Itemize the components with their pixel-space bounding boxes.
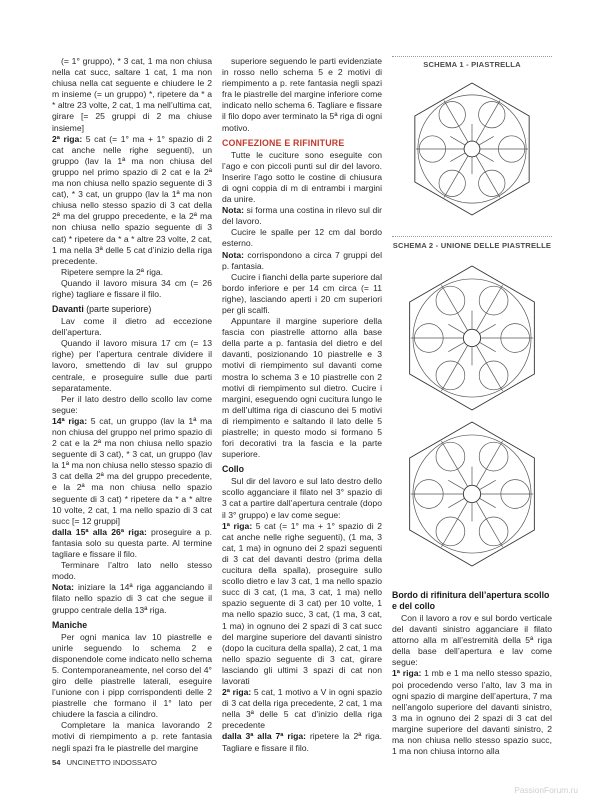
stitch-mark	[448, 324, 464, 333]
paragraph-text: Lav come il dietro ad eccezione dell’apertura.	[52, 316, 212, 338]
stitch-mark	[485, 100, 501, 127]
stitch-mark	[485, 171, 501, 198]
paragraph	[52, 416, 212, 527]
paragraph	[52, 56, 212, 134]
paragraph-lead: 1ª riga:	[222, 520, 253, 531]
divider	[392, 236, 552, 237]
text-column-1	[52, 56, 212, 754]
tile-center-ring	[464, 141, 480, 157]
paragraph-lead: 14ª riga:	[52, 415, 88, 426]
paragraph-text: 1 mb e 1 ma nello stesso spazio, poi procedendo verso l’alto, lav 3 ma in ogni spazio di margine dell’apertura, 7 ma nell’angolo superiore del davanti sinistro, 3 ma in ognuno dei 2 spazi di 3 cat del margine superiore del davanti sinistro, 2 ma non chiusa nello stesso spazio succ, 1 ma non chiusa intorno alla	[392, 668, 552, 757]
paragraph	[52, 134, 212, 267]
paragraph-text: proseguire a p. fantasia solo su questa parte. Al termine tagliare e fissare il filo.	[52, 526, 213, 560]
heading-text: Maniche	[52, 619, 88, 630]
paragraph	[52, 278, 212, 300]
stitch-mark	[448, 480, 464, 489]
paragraph	[222, 476, 382, 520]
paragraph	[52, 338, 212, 393]
paragraph-text: Cucire le spalle per 12 cm dal bordo esterno.	[222, 227, 382, 249]
paragraph-text: si forma una costina in rilevo sul dir del lavoro.	[222, 205, 382, 227]
stitch-mark	[441, 441, 458, 470]
paragraph	[222, 150, 382, 205]
tile-center-ring	[463, 485, 480, 502]
paragraph-text: Con il lavoro a rov e sul bordo verticale del davanti sinistro agganciare il filato attorno alla m all’estremità della 5ª riga della base dell’apertura e lav come segue:	[392, 613, 552, 668]
paragraph-text: Cucire i fianchi della parte superiore dal bordo inferiore e per 14 cm circa (= 11 righe), lasciando aperti i 20 cm superiori per gli scalfi.	[222, 271, 382, 315]
watermark: PassionForum.ru	[514, 785, 578, 795]
stitch-mark	[476, 470, 485, 486]
page-footer	[52, 758, 157, 767]
paragraph-text: 5 cat (= 1° ma + 1° spazio di 2 cat anche nelle righe seguenti), un gruppo (lav la 1ª ma non chiusa del gruppo nel primo spazio di 2 cat e la 2ª ma non chiusa nello spazio seguente di 3 cat), * 3 cat, un gruppo (lav la 1ª ma non chiusa nello stesso spazio di 3 cat della 2ª ma del gruppo precedente, e la 2ª ma non chiusa nello spazio seguente di 3 cat) * ripetere da * a * altre 23 volte, 2 cat, 1 ma nella 3ª delle 5 cat d’inizio della riga precedente.	[52, 133, 212, 266]
stitch-mark	[441, 518, 458, 547]
paragraph-text: Ripetere sempre la 2ª riga.	[61, 266, 164, 277]
stitch-mark	[479, 136, 494, 145]
paragraph	[222, 316, 382, 460]
stitch-mark	[458, 501, 467, 517]
paragraph-text: Completare la manica lavorando 2 motivi di riempimento a p. rete fantasia negli spazi fra le piastrelle del margine	[52, 720, 212, 753]
schema-2-join-diagram	[392, 256, 552, 578]
section-heading	[52, 304, 212, 315]
paragraph-text: corrispondono a circa 7 gruppi del p. fantasia.	[222, 249, 382, 271]
paragraph-text: Per il lato destro dello scollo lav come segue:	[52, 393, 212, 415]
heading-text: CONFEZIONE E RIFINITURE	[222, 137, 345, 148]
paragraph-lead: dalla 3ª alla 7ª riga:	[222, 731, 306, 742]
paragraph	[222, 250, 382, 272]
stitch-mark	[441, 362, 458, 391]
stitch-mark	[479, 480, 495, 489]
stitch-mark	[458, 470, 467, 486]
stitch-mark	[458, 345, 467, 361]
paragraph-text: Terminare l’altro lato nello stesso modo.	[52, 560, 212, 582]
stitch-mark	[448, 342, 464, 351]
paragraph-lead: Nota:	[52, 582, 74, 593]
stitch-mark	[444, 100, 460, 127]
paragraph-text: 5 cat, 1 motivo a V in ogni spazio di 3 cat della riga precedente, 2 cat, 1 ma nella 3ª delle 5 cat d’inizio della riga precedente	[222, 687, 382, 731]
section-heading	[52, 620, 212, 631]
stitch-mark	[486, 362, 503, 391]
section-heading	[222, 464, 382, 475]
text-column-2	[222, 56, 382, 754]
paragraph-text: Quando il lavoro misura 34 cm (= 26 righe) tagliare e fissare il filo.	[52, 277, 212, 299]
paragraph-text: (= 1° gruppo), * 3 cat, 1 ma non chiusa nella cat succ, saltare 1 cat, 1 ma non chiusa nella cat seguente e chiudere le 2 m insieme (= un gruppo) *, ripetere da * a * altre 23 volte, 2 cat, 1 ma nell’ultima cat, girare [= 25 gruppi di 2 ma chiuse insieme]	[52, 56, 212, 133]
section-heading	[222, 138, 382, 149]
paragraph-lead: 2ª riga:	[222, 687, 252, 698]
paragraph	[222, 56, 382, 134]
paragraph	[52, 560, 212, 582]
paragraph-text: superiore seguendo le parti evidenziate in rosso nello schema 5 e 2 motivi di riempimento a p. rete fantasia negli spazi fra le piastrelle del margine inferiore come indicato nello schema 6. Tagliare e fissare il filo dopo aver terminato la 5ª riga di ogni motivo.	[222, 56, 383, 133]
paragraph-lead: 1ª riga:	[392, 668, 422, 679]
tile-center-ring	[463, 329, 480, 346]
paragraph	[222, 272, 382, 316]
stitch-mark	[486, 441, 503, 470]
heading-text: Collo	[222, 464, 244, 475]
paragraph-lead: dalla 15ª alla 26ª riga:	[52, 526, 147, 537]
text-column-3	[392, 586, 552, 757]
paragraph-text: Quando il lavoro misura 17 cm (= 13 righe) per l’apertura centrale dividere il lavoro, smettendo di lav sul gruppo centrale, e proseguire sulle due parti separatamente.	[52, 338, 212, 393]
paragraph-lead: 2ª riga:	[52, 133, 83, 144]
stitch-mark	[450, 136, 465, 145]
stitch-mark	[486, 285, 503, 314]
paragraph-text: Per ogni manica lav 10 piastrelle e unirle seguendo lo schema 2 e disponendole come indicato nello schema 5. Contemporaneamente, nel corso del 4° giro delle piastrelle laterali, eseguire l’unione con i pipp corrispondenti delle 2 piastrelle che formano il 1° lato per chiudere la fascia a cilindro.	[52, 631, 212, 720]
paragraph	[52, 632, 212, 721]
paragraph	[392, 668, 552, 757]
stitch-mark	[476, 156, 485, 171]
paragraph-lead: Nota:	[222, 205, 244, 216]
stitch-mark	[441, 285, 458, 314]
paragraph	[52, 527, 212, 560]
paragraph	[222, 227, 382, 249]
page-number: 54	[52, 758, 61, 767]
paragraph	[52, 316, 212, 338]
stitch-mark	[444, 171, 460, 198]
paragraph	[222, 205, 382, 227]
stitch-mark	[459, 156, 468, 171]
stitch-mark	[476, 127, 485, 142]
paragraph	[222, 731, 382, 753]
stitch-mark	[479, 324, 495, 333]
stitch-mark	[459, 127, 468, 142]
paragraph-text: 5 cat, un gruppo (lav la 1ª ma non chiusa del gruppo nel primo spazio di 2 cat e la 2ª ma non chiusa nello spazio seguente di 3 cat), * 3 cat, un gruppo (lav la 1ª ma non chiusa nello stesso spazio di 3 cat della 2ª ma del gruppo precedente, e la 2ª ma non chiusa nello spazio seguente di 3 cat) * ripetere da * a * altre 10 volte, 2 cat, 1 ma nello spazio di 3 cat succ [= 12 gruppi]	[52, 415, 213, 526]
paragraph	[52, 267, 212, 278]
schema-1-tile-diagram	[392, 74, 552, 224]
stitch-mark	[476, 501, 485, 517]
divider	[392, 56, 552, 57]
stitch-mark	[479, 342, 495, 351]
heading-text: Bordo di rifinitura dell’apertura scollo e del collo	[392, 590, 550, 611]
paragraph-text: Tutte le cuciture sono eseguite con l’ago e con piccoli punti sul dir del lavoro. Inserire l’ago sotto le costine di chiusura di ogni coppia di m di entrambi i margini da unire.	[222, 149, 382, 205]
paragraph-text: Sul dir del lavoro e sul lato destro dello scollo agganciare il filato nel 3° spazio di 3 cat a partire dall’apertura centrale (dopo il 3° gruppo) e lav come segue:	[222, 476, 382, 520]
stitch-mark	[479, 498, 495, 507]
paragraph	[52, 582, 212, 615]
paragraph	[222, 521, 382, 687]
section-heading	[392, 590, 552, 612]
paragraph-text: 5 cat (= 1° ma + 1° spazio di 2 cat anche nelle righe seguenti), (1 ma, 3 cat, 1 ma) in ognuno dei 2 spazi seguenti di 3 cat del davanti destro (prima della cucitura della spalla), proseguire sullo scollo dietro e lav 3 cat, 1 ma nello spazio succ di 3 cat, (1 ma, 3 cat, 1 ma) nello spazio seguente di 3 cat) per 10 volte, 1 ma nello spazio succ, 3 cat, (1 ma, 3 cat, 1 ma) in ognuno dei 2 spazi di 3 cat succ del margine superiore del davanti sinistro (dopo la cucitura della spalla), 2 cat, 1 ma nello spazio seguente di 3 cat, girare lasciando gli ultimi 3 spazi di cat non lavorati	[222, 520, 382, 686]
paragraph	[52, 394, 212, 416]
stitch-mark	[486, 518, 503, 547]
stitch-mark	[476, 345, 485, 361]
stitch-mark	[458, 314, 467, 330]
paragraph-text: ripetere la 2ª riga. Tagliare e fissare il filo.	[222, 731, 383, 753]
magazine-name: UNCINETTO INDOSSATO	[66, 758, 157, 767]
paragraph	[52, 720, 212, 753]
schema-2-title: SCHEMA 2 - UNIONE DELLE PIASTRELLE	[392, 241, 552, 250]
stitch-mark	[476, 314, 485, 330]
paragraph	[222, 687, 382, 731]
stitch-mark	[448, 498, 464, 507]
stitch-mark	[479, 153, 494, 162]
stitch-mark	[450, 153, 465, 162]
paragraph-lead: Nota:	[222, 249, 244, 260]
paragraph	[392, 613, 552, 668]
schema-1-title: SCHEMA 1 - PIASTRELLA	[423, 60, 521, 69]
heading-note: (parte superiore)	[83, 304, 152, 315]
heading-text: Davanti	[52, 304, 84, 315]
paragraph-text: iniziare la 14ª riga agganciando il filato nello spazio di 3 cat che segue il gruppo centrale della 13ª riga.	[52, 582, 212, 615]
paragraph-text: Appuntare il margine superiore della fascia con piastrelle attorno alla base della parte a p. fantasia del dietro e del davanti, posizionando 10 piastrelle e 3 motivi di riempimento sul davanti come mostra lo schema 3 e 10 piastrelle con 2 motivi di riempimento sul dietro. Cucire i margini, eseguendo ogni cucitura lungo le m dell’ultima riga di ciascuno dei 5 motivi di riempimento e saltando il lato delle 5 piastrelle; in questo modo si formano 5 fori decorativi tra la fascia e la parte superiore.	[222, 316, 382, 460]
